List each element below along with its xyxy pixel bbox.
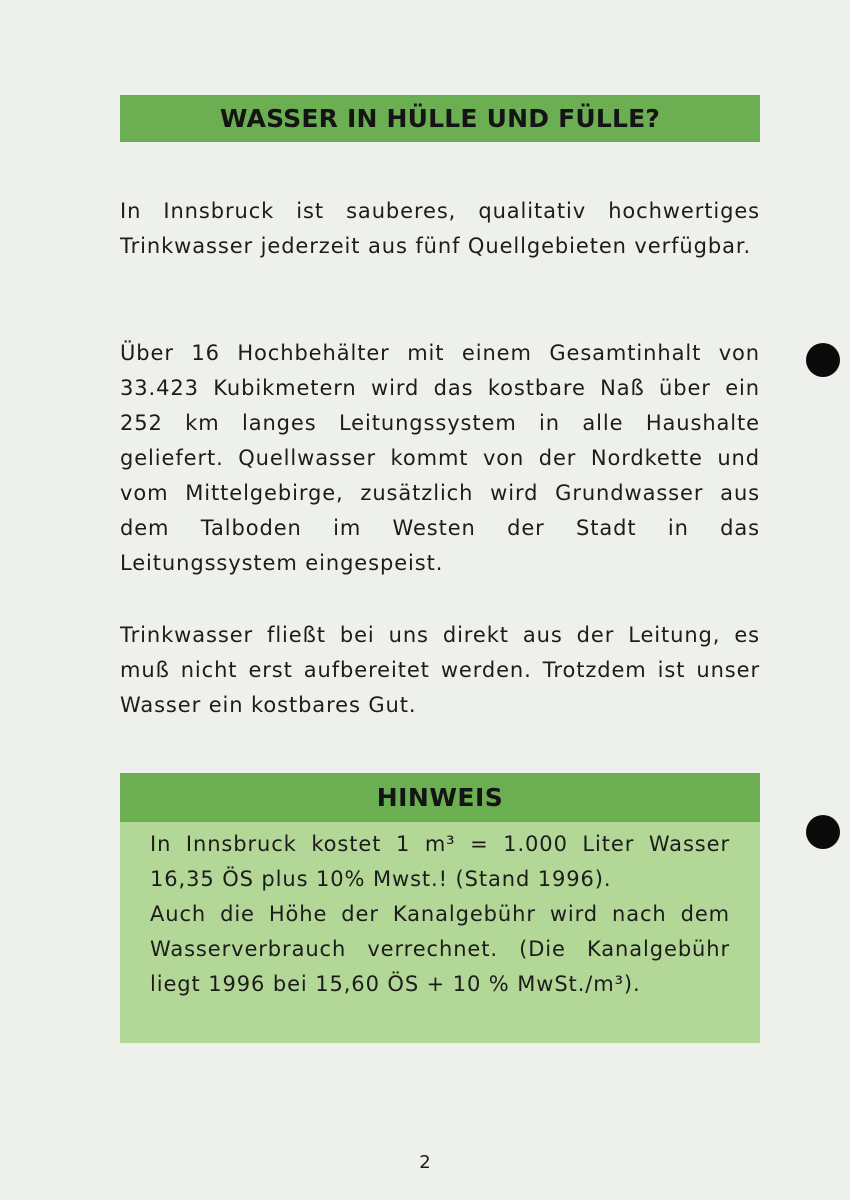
punch-hole-bottom — [806, 815, 840, 849]
hint-body — [150, 827, 730, 1002]
hint-title: HINWEIS — [376, 783, 504, 812]
hint-price-line: In Innsbruck kostet 1 m³ = 1.000 Liter Wasser 16,35 ÖS plus 10% Mwst.! (Stand 1996). — [150, 832, 730, 891]
page-number: 2 — [419, 1152, 431, 1173]
paragraph-drinking-water: Trinkwasser fließt bei uns direkt aus der Leitung, es muß nicht erst aufbereitet werden. Trotzdem ist unser Wasser ein kostbares Gut. — [120, 623, 760, 717]
punch-hole-top — [806, 343, 840, 377]
paragraph-intro: In Innsbruck ist sauberes, qualitativ hochwertiges Trinkwasser jederzeit aus fünf Quellgebieten verfügbar. — [120, 199, 760, 258]
title-banner — [120, 95, 760, 142]
hint-header — [120, 773, 760, 822]
hint-box — [120, 773, 760, 1043]
paragraph-reservoirs: Über 16 Hochbehälter mit einem Gesamtinhalt von 33.423 Kubikmetern wird das kostbare Naß über ein 252 km langes Leitungssystem in alle Haushalte geliefert. Quellwasser kommt von der Nordkette und vom Mittelgebirge, zusätzlich wird Grundwasser aus dem Talboden im Westen der Stadt in das Leitungssystem eingespeist. — [120, 341, 760, 575]
page-title: WASSER IN HÜLLE UND FÜLLE? — [219, 104, 661, 133]
hint-sewage-fee-line: Auch die Höhe der Kanalgebühr wird nach dem Wasserverbrauch verrechnet. (Die Kanalgebühr liegt 1996 bei 15,60 ÖS + 10 % MwSt./m³). — [150, 902, 730, 996]
